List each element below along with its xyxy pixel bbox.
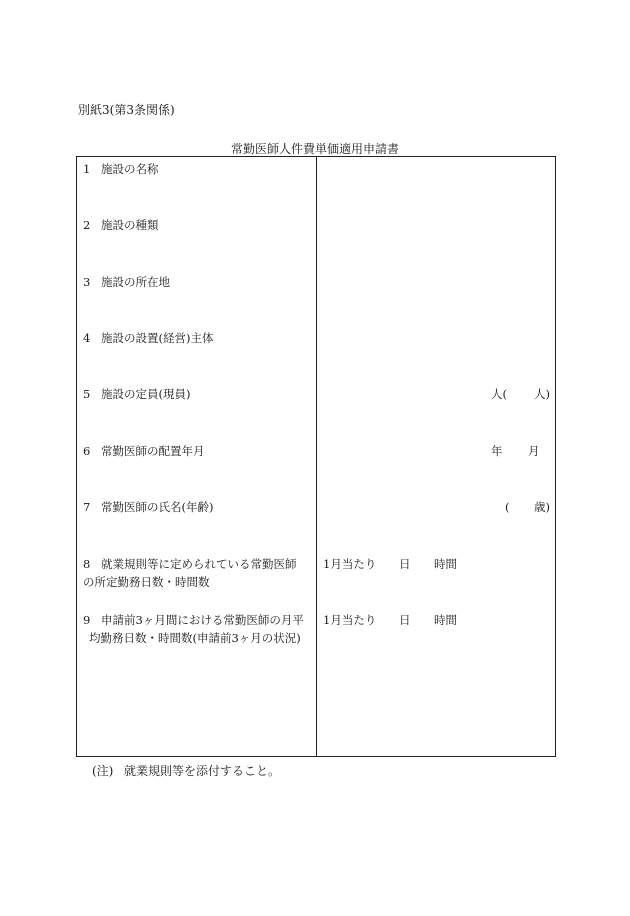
column-divider [316, 157, 317, 756]
item-3-label [83, 273, 311, 291]
item-text-line2: の所定勤務日数・時間数 [83, 575, 210, 589]
item-number: 4 [83, 331, 91, 345]
item-1-label [83, 160, 311, 178]
per-month-label: 1月当たり [323, 613, 377, 627]
item-8-label [83, 555, 311, 591]
item-number: 3 [83, 275, 91, 289]
item-text-line1: 申請前3ヶ月間における常勤医師の月平 [101, 613, 304, 627]
item-number: 5 [83, 387, 91, 401]
item-text: 常勤医師の配置年月 [101, 444, 205, 458]
capacity-unit-open: 人( [491, 387, 507, 401]
hours-unit: 時間 [434, 613, 457, 627]
item-number: 8 [83, 557, 91, 571]
item-text: 施設の種類 [101, 218, 159, 232]
item-text-line1: 就業規則等に定められている常勤医師 [101, 557, 297, 571]
year-unit: 年 [491, 444, 503, 458]
appendix-reference: 別紙3(第3条関係) [78, 103, 175, 117]
days-unit: 日 [399, 557, 411, 571]
item-text: 施設の設置(経営)主体 [101, 331, 214, 345]
item-2-label [83, 216, 311, 234]
application-form-table [76, 156, 556, 757]
item-5-label [83, 385, 311, 403]
document-title: 常勤医師人件費単価適用申請書 [230, 142, 399, 156]
month-unit: 月 [528, 444, 540, 458]
item-number: 6 [83, 444, 91, 458]
item-text: 常勤医師の氏名(年齢) [101, 500, 214, 514]
age-unit: 歳) [534, 500, 550, 514]
item-4-label [83, 329, 311, 347]
item-number: 1 [83, 162, 91, 176]
item-text: 施設の名称 [101, 162, 159, 176]
item-number: 2 [83, 218, 91, 232]
item-7-label [83, 498, 311, 516]
note-text: 就業規則等を添付すること。 [124, 764, 281, 778]
capacity-unit-close: 人) [534, 387, 550, 401]
item-9-label [83, 611, 311, 647]
per-month-label: 1月当たり [323, 557, 377, 571]
days-unit: 日 [399, 613, 411, 627]
item-text: 施設の所在地 [101, 275, 170, 289]
item-text-line2: 均勤務日数・時間数(申請前3ヶ月の状況) [89, 631, 301, 645]
item-number: 7 [83, 500, 91, 514]
hours-unit: 時間 [434, 557, 457, 571]
item-6-label [83, 442, 311, 460]
note-marker: (注) [92, 764, 114, 778]
footnote [92, 762, 280, 779]
item-number: 9 [83, 613, 91, 627]
item-text: 施設の定員(現員) [101, 387, 191, 401]
age-paren-open: ( [505, 500, 510, 514]
